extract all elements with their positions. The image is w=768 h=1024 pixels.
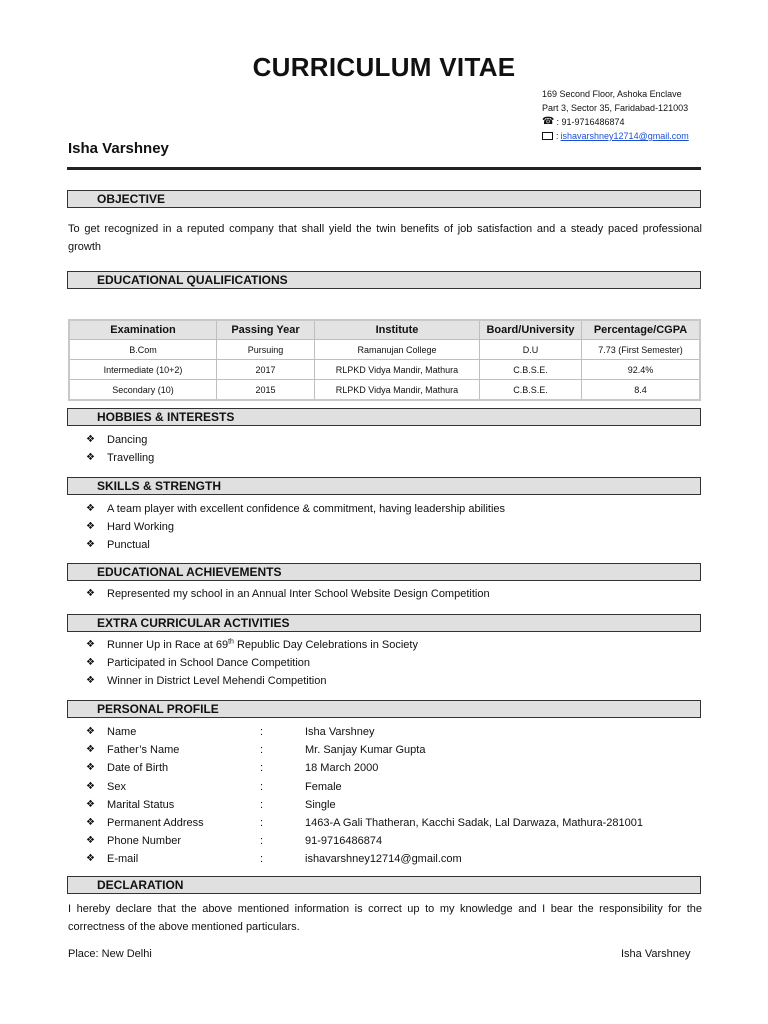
table-cell: RLPKD Vidya Mandir, Mathura — [315, 380, 480, 401]
table-cell: Intermediate (10+2) — [69, 360, 217, 380]
profile-colon: : — [260, 726, 264, 738]
list-item-text: A team player with excellent confidence & commitment, having leadership abilities — [107, 503, 506, 515]
personal-profile-list — [86, 723, 643, 869]
profile-value: ishavarshney12714@gmail.com — [305, 853, 462, 866]
table-header-row — [69, 320, 700, 340]
list-item — [86, 500, 505, 518]
section-header-personal-profile: PERSONAL PROFILE — [67, 700, 701, 718]
bullet-icon: ❖ — [86, 434, 95, 445]
profile-colon: : — [260, 835, 264, 848]
profile-value: 18 March 2000 — [305, 762, 379, 775]
extra-curricular-list — [86, 636, 418, 691]
profile-row — [86, 850, 643, 868]
achievements-list — [86, 585, 490, 603]
profile-row — [86, 723, 643, 741]
bullet-icon: ❖ — [86, 780, 95, 792]
table-cell: Secondary (10) — [69, 380, 217, 401]
table-cell: C.B.S.E. — [480, 360, 582, 380]
bullet-icon: ❖ — [86, 726, 95, 737]
document-title: CURRICULUM VITAE — [252, 52, 516, 82]
profile-label: Name — [107, 726, 137, 738]
list-item — [86, 518, 505, 536]
profile-colon: : — [260, 744, 264, 757]
list-item-text: Hard Working — [107, 521, 175, 534]
list-item — [86, 536, 505, 554]
telephone-icon: ☎ — [542, 116, 555, 127]
profile-value: 1463-A Gali Thatheran, Kacchi Sadak, Lal Darwaza, Mathura-281001 — [305, 817, 643, 830]
phone-row — [542, 115, 689, 129]
profile-row — [86, 814, 643, 832]
table-cell: Ramanujan College — [315, 340, 480, 360]
table-cell: 8.4 — [582, 380, 701, 401]
profile-value: Single — [305, 798, 336, 811]
column-header: Percentage/CGPA — [582, 320, 701, 340]
table-row — [69, 360, 700, 380]
table-cell: 7.73 (First Semester) — [582, 340, 701, 360]
profile-value: Mr. Sanjay Kumar Gupta — [305, 744, 426, 757]
list-item-text — [107, 636, 418, 654]
list-item-text: Travelling — [107, 452, 155, 465]
list-item-text: Punctual — [107, 539, 150, 552]
profile-label: Sex — [107, 780, 126, 793]
bullet-icon: ❖ — [86, 835, 95, 847]
profile-row — [86, 759, 643, 777]
candidate-name: Isha Varshney — [68, 140, 169, 157]
profile-row — [86, 778, 643, 796]
profile-value: 91-9716486874 — [305, 835, 383, 848]
bullet-icon: ❖ — [86, 639, 95, 650]
address-line-2: Part 3, Sector 35, Faridabad-121003 — [542, 103, 689, 113]
bullet-icon: ❖ — [86, 675, 95, 687]
section-header-declaration: DECLARATION — [67, 876, 701, 894]
table-cell: 2017 — [217, 360, 315, 380]
profile-colon: : — [260, 762, 264, 775]
bullet-icon: ❖ — [86, 539, 95, 551]
phone-text: : 91-9716486874 — [556, 117, 625, 127]
list-item — [86, 636, 418, 654]
ordinal-superscript: th — [228, 638, 234, 646]
profile-label: Phone Number — [107, 835, 181, 848]
skills-list — [86, 500, 505, 555]
objective-text: To get recognized in a reputed company that shall yield the twin benefits of job satisfaction and a steady paced professional growth — [68, 223, 702, 253]
section-header-hobbies: HOBBIES & INTERESTS — [67, 408, 701, 426]
contact-block — [542, 87, 689, 143]
bullet-icon: ❖ — [86, 452, 95, 464]
profile-colon: : — [260, 817, 264, 830]
profile-label: Marital Status — [107, 798, 175, 811]
table-cell: D.U — [480, 340, 582, 360]
list-item-text-part: Republic Day Celebrations in Society — [233, 639, 418, 651]
list-item — [86, 449, 154, 467]
bullet-icon: ❖ — [86, 588, 95, 599]
section-header-education: EDUCATIONAL QUALIFICATIONS — [67, 271, 701, 289]
email-prefix: : — [556, 131, 559, 141]
list-item-text: Represented my school in an Annual Inter School Website Design Competition — [107, 588, 490, 600]
list-item-text: Winner in District Level Mehendi Competition — [107, 675, 327, 688]
email-link[interactable]: ishavarshney12714@gmail.com — [560, 131, 689, 141]
profile-label: Permanent Address — [107, 817, 204, 830]
bullet-icon: ❖ — [86, 521, 95, 533]
column-header: Board/University — [480, 320, 582, 340]
column-header: Examination — [69, 320, 217, 340]
section-header-objective: OBJECTIVE — [67, 190, 701, 208]
list-item — [86, 672, 418, 690]
section-header-extra-curricular: EXTRA CURRICULAR ACTIVITIES — [67, 614, 701, 632]
list-item — [86, 654, 418, 672]
table-cell: B.Com — [69, 340, 217, 360]
hobbies-list — [86, 431, 154, 467]
profile-row — [86, 832, 643, 850]
table-cell: RLPKD Vidya Mandir, Mathura — [315, 360, 480, 380]
section-header-skills: SKILLS & STRENGTH — [67, 477, 701, 495]
profile-label: Father’s Name — [107, 744, 180, 757]
profile-value: Isha Varshney — [305, 726, 375, 738]
place-line: Place: New Delhi — [68, 948, 152, 960]
table-cell: C.B.S.E. — [480, 380, 582, 401]
list-item-text: Participated in School Dance Competition — [107, 657, 311, 670]
declaration-text: I hereby declare that the above mentioned information is correct up to my knowledge and I bear the responsibility for the correctness of the above mentioned particulars. — [68, 903, 702, 933]
table-cell: 2015 — [217, 380, 315, 401]
bullet-icon: ❖ — [86, 798, 95, 810]
bullet-icon: ❖ — [86, 503, 95, 514]
profile-colon: : — [260, 853, 264, 866]
profile-colon: : — [260, 780, 264, 793]
bullet-icon: ❖ — [86, 853, 95, 865]
signature-name: Isha Varshney — [621, 948, 691, 960]
profile-row — [86, 796, 643, 814]
email-row — [542, 129, 689, 143]
profile-label: Date of Birth — [107, 762, 169, 775]
table-row — [69, 340, 700, 360]
envelope-icon — [542, 132, 553, 140]
list-item-text-part: Runner Up in Race at 69 — [107, 639, 229, 651]
table-cell: Pursuing — [217, 340, 315, 360]
bullet-icon: ❖ — [86, 817, 95, 829]
table-cell: 92.4% — [582, 360, 701, 380]
education-table — [68, 319, 701, 401]
address-line-1: 169 Second Floor, Ashoka Enclave — [542, 89, 682, 99]
profile-label: E-mail — [107, 853, 139, 866]
column-header: Passing Year — [217, 320, 315, 340]
profile-colon: : — [260, 798, 264, 811]
list-item-text: Dancing — [107, 434, 148, 446]
profile-value: Female — [305, 780, 342, 793]
bullet-icon: ❖ — [86, 657, 95, 669]
header-divider — [67, 167, 701, 170]
column-header: Institute — [315, 320, 480, 340]
bullet-icon: ❖ — [86, 762, 95, 774]
list-item — [86, 585, 490, 603]
list-item — [86, 431, 154, 449]
profile-row — [86, 741, 643, 759]
bullet-icon: ❖ — [86, 744, 95, 756]
section-header-achievements: EDUCATIONAL ACHIEVEMENTS — [67, 563, 701, 581]
table-row — [69, 380, 700, 401]
